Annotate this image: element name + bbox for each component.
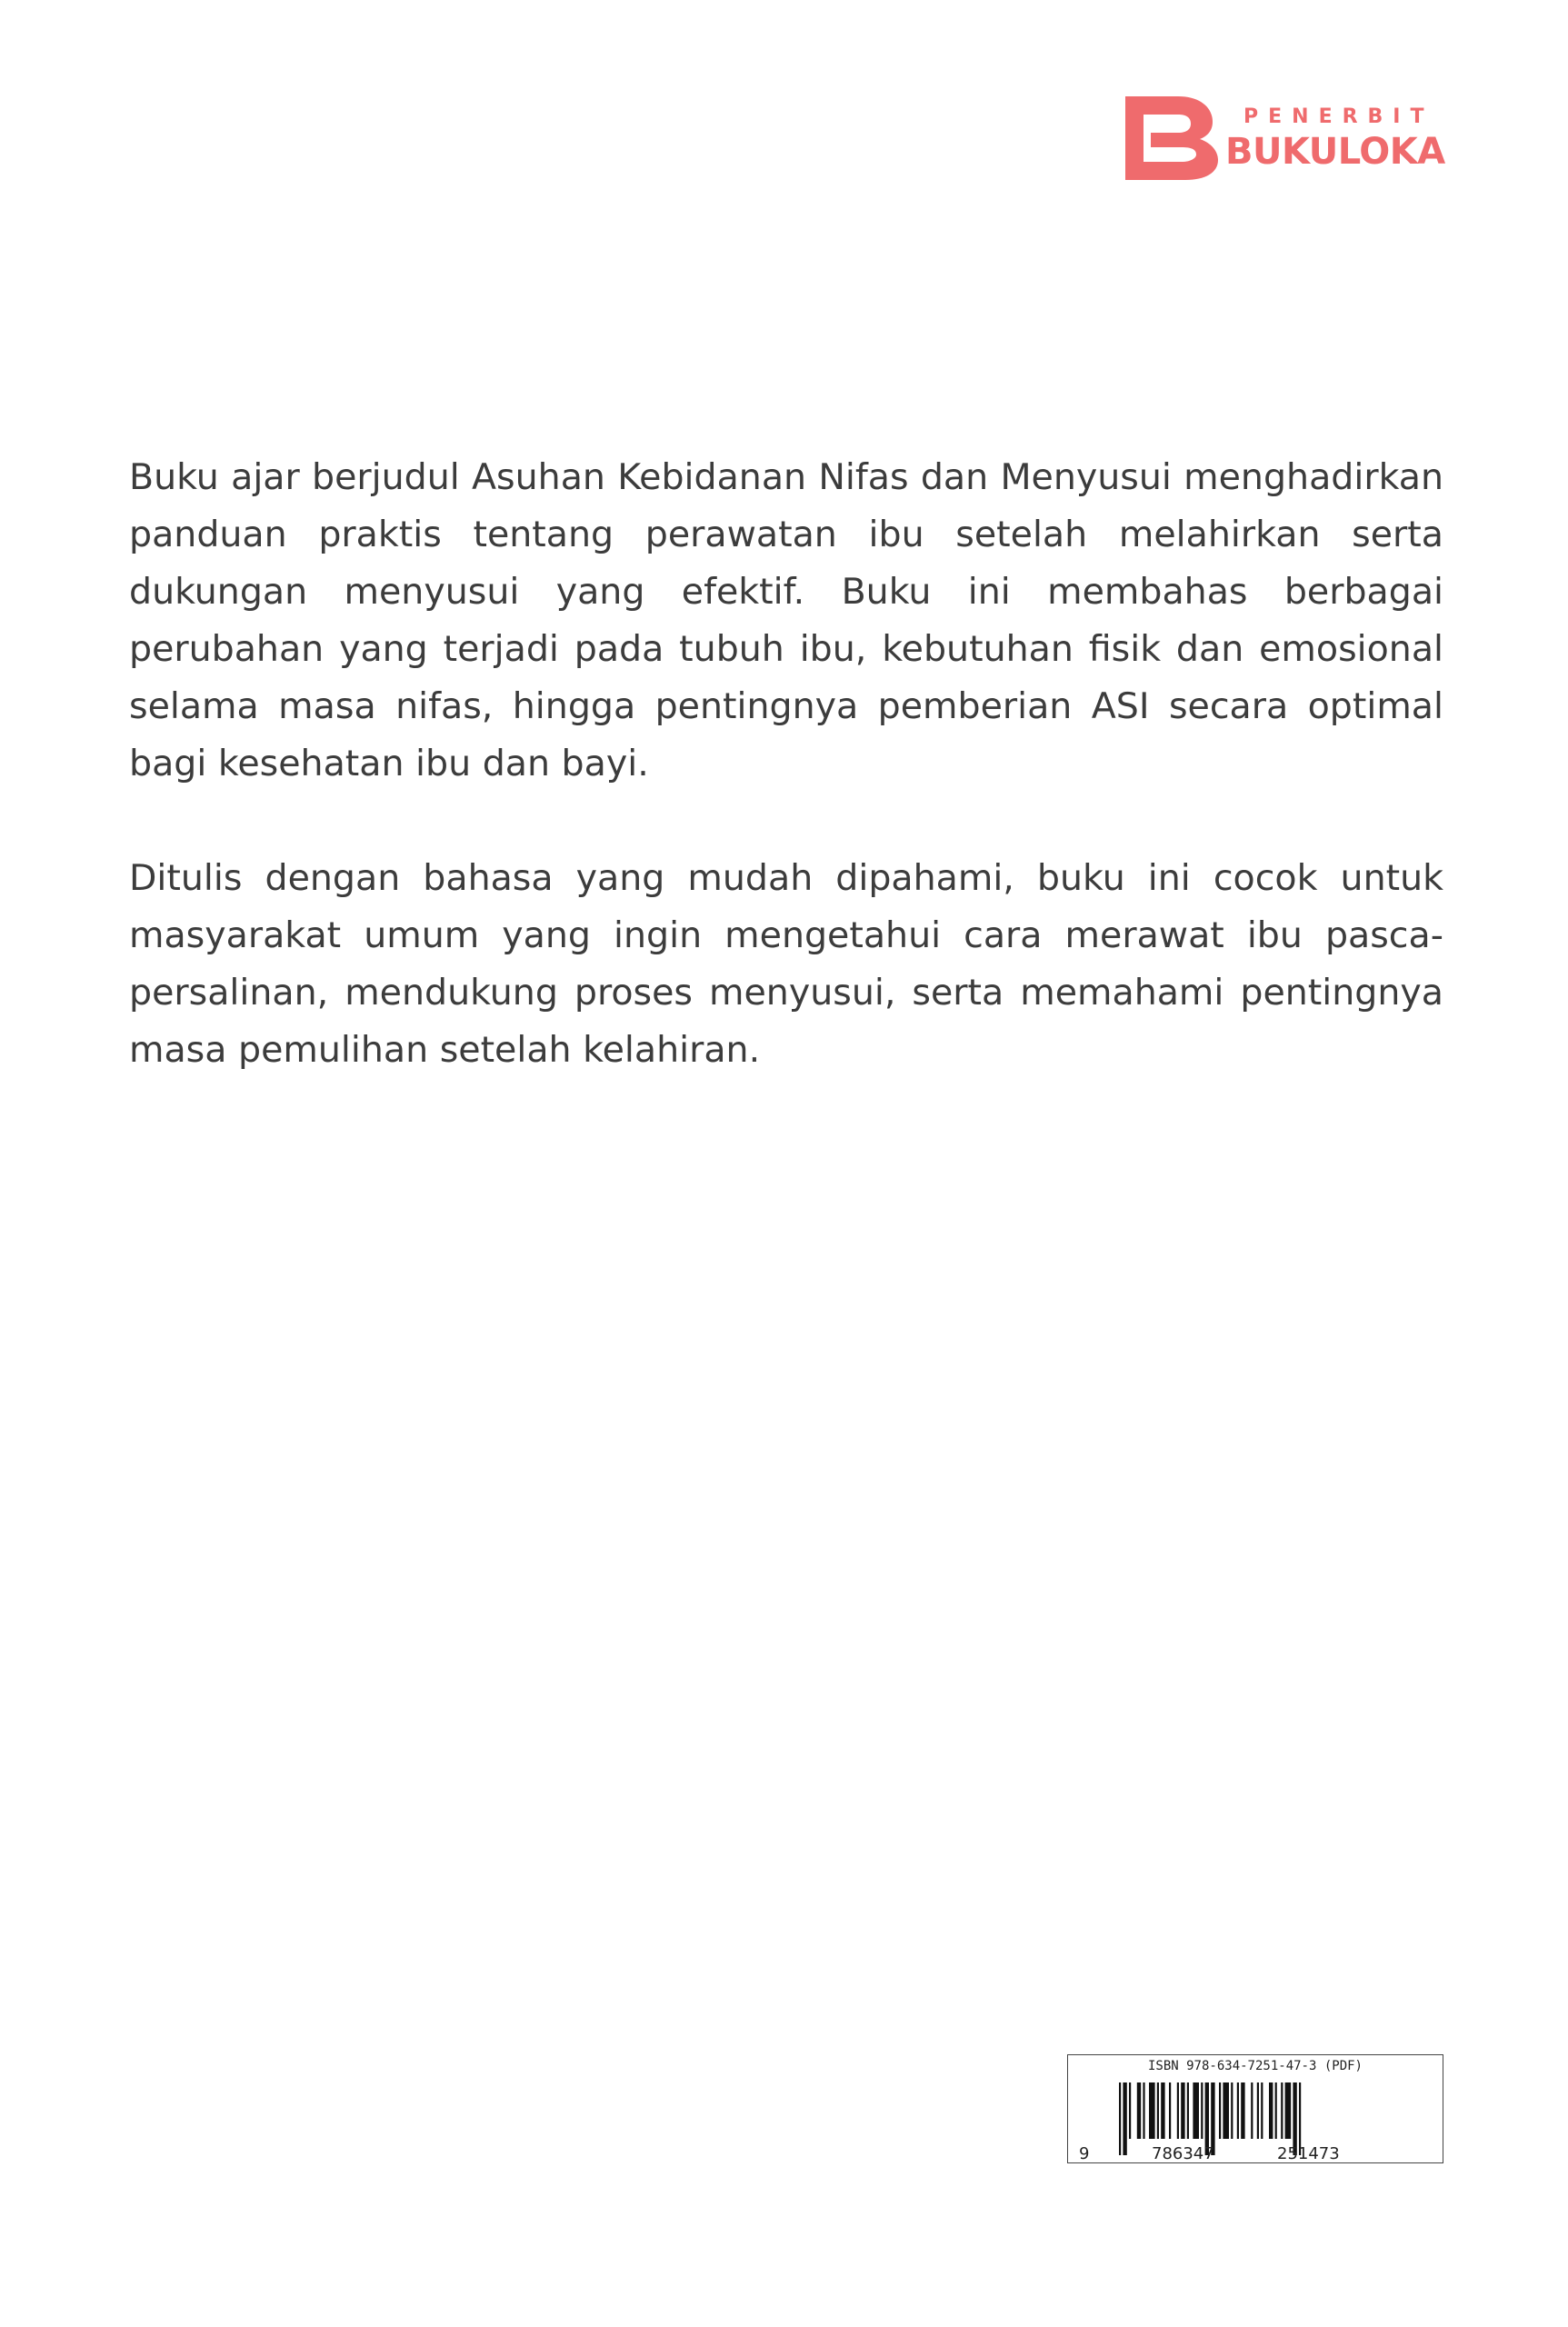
publisher-label: PENERBIT [1243,105,1434,128]
publisher-name: BUKULOKA [1225,131,1445,173]
blurb-paragraph-1: Buku ajar berjudul Asuhan Kebidanan Nifas dan Menyusui menghadirkan panduan praktis tentang perawatan ibu setelah melahirkan serta dukungan menyusui yang efektif. Buku ini membahas berbagai perubahan yang terjadi pada tubuh ibu, kebutuhan fisik dan emosional selama masa nifas, hingga pentingnya pemberian ASI secara optimal bagi kesehatan ibu dan bayi. [129,456,1443,784]
barcode-digits-right: 251473 [1277,2144,1340,2163]
bukuloka-b-logo-icon [1125,96,1218,180]
barcode-icon [1079,2082,1392,2163]
blurb-paragraph-2: Ditulis dengan bahasa yang mudah dipahami, buku ini cocok untuk masyarakat umum yang ingin mengetahui cara merawat ibu pasca-persalinan, mendukung proses menyusui, serta memahami pentingnya masa pemulihan setelah kelahiran. [129,857,1443,1071]
barcode-digits-left: 786347 [1152,2144,1214,2163]
isbn-barcode-box [1067,2054,1443,2163]
barcode-digit-first: 9 [1079,2144,1090,2163]
publisher-logo [1125,96,1445,180]
isbn-label: ISBN 978-634-7251-47-3 (PDF) [1147,2059,1363,2073]
back-cover-blurb [129,449,1443,1079]
